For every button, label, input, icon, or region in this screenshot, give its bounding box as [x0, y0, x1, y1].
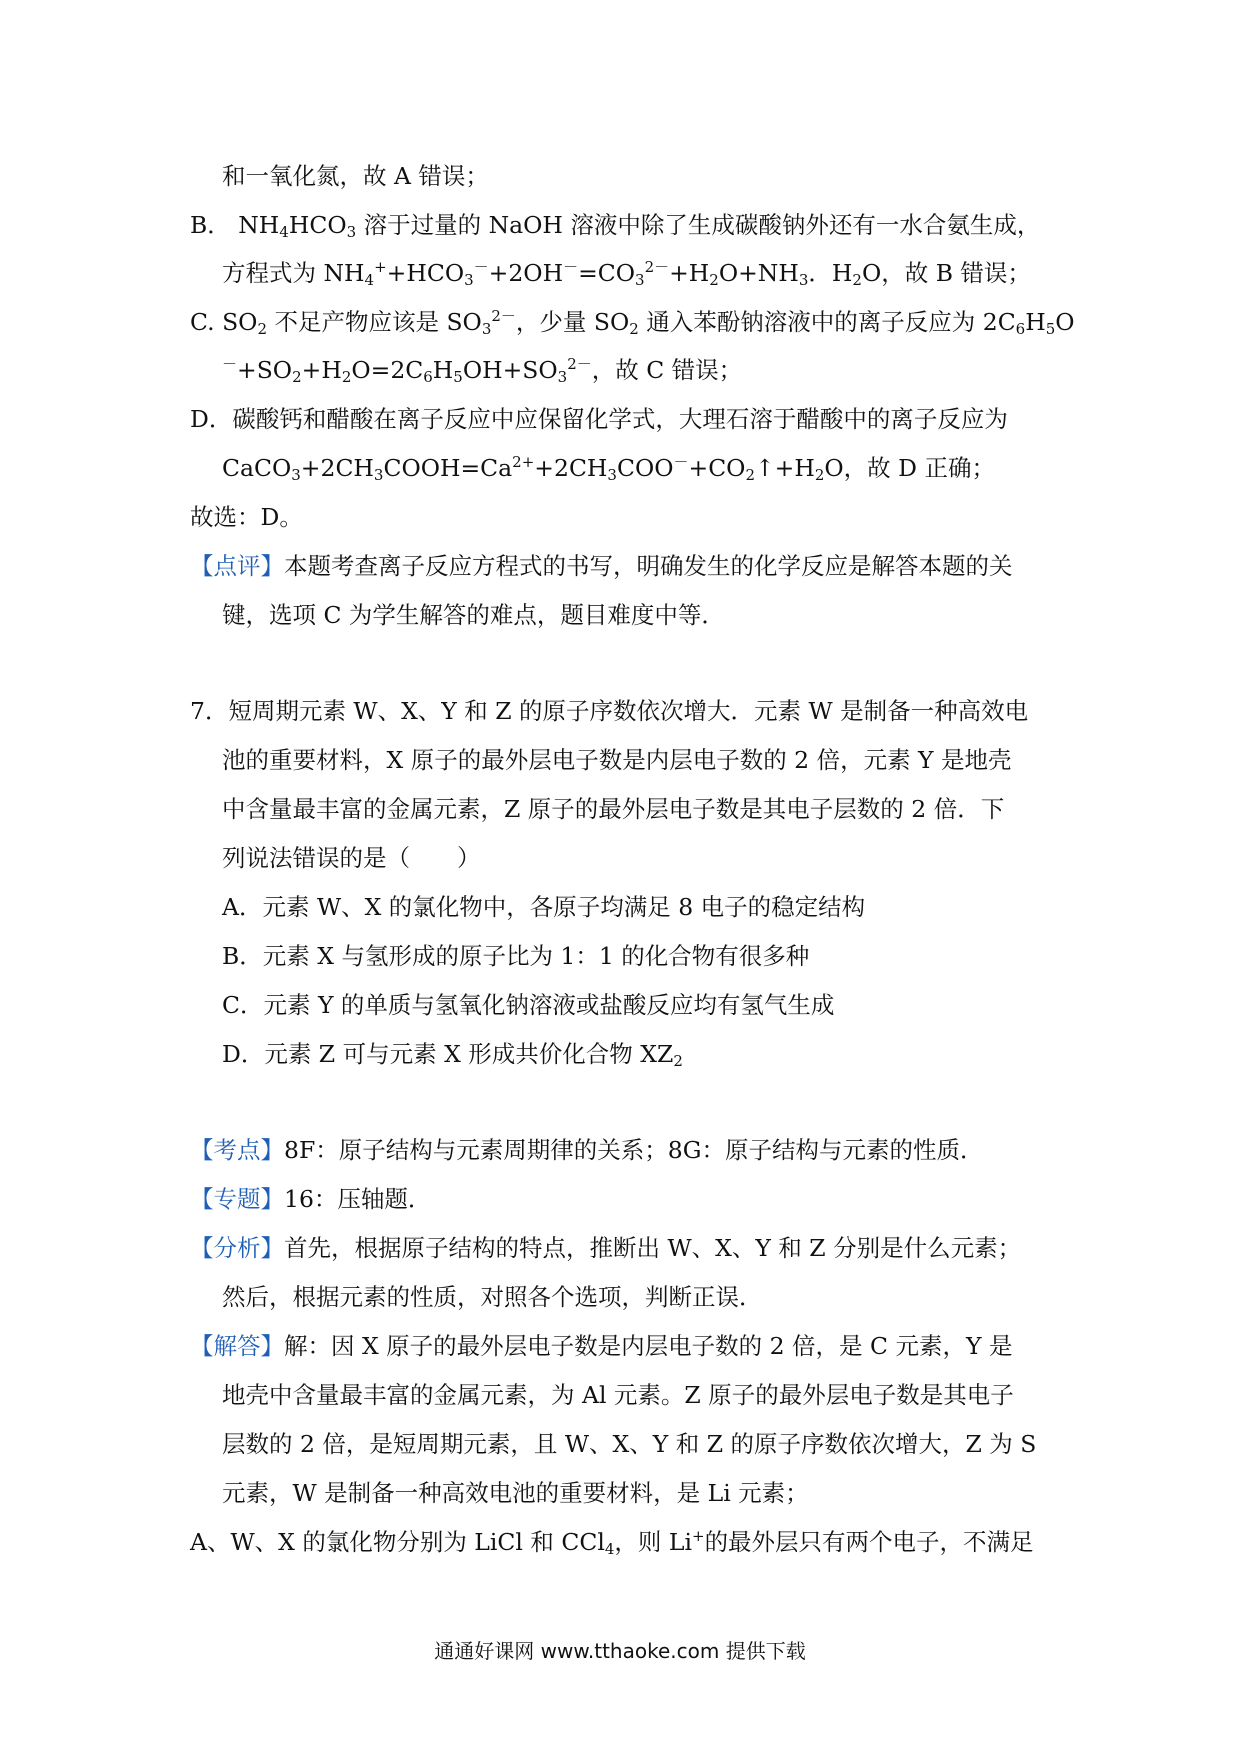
- solution-tag: 【解答】: [190, 1332, 284, 1360]
- question-7-line-2: 池的重要材料，X 原子的最外层电子数是内层电子数的 2 倍，元素 Y 是地壳: [222, 746, 1012, 774]
- comment-tag: 【点评】: [190, 552, 284, 580]
- solution-line-4: 元素，W 是制备一种高效电池的重要材料，是 Li 元素；: [222, 1479, 809, 1507]
- comment-line-2: 键，选项 C 为学生解答的难点，题目难度中等．: [222, 601, 725, 629]
- solution-option-a-line: A、W、X 的氯化物分别为 LiCl 和 CCl$_4$，则 Li+的最外层只有两个电子，不满足: [190, 1527, 1034, 1558]
- solution-line-1: 【解答】解：因 X 原子的最外层电子数是内层电子数的 2 倍，是 C 元素，Y 是: [190, 1332, 1013, 1360]
- analysis-line-1: 【分析】首先，根据原子结构的特点，推断出 W、X、Y 和 Z 分别是什么元素；: [190, 1234, 1022, 1262]
- question-7-line-3: 中含量最丰富的金属元素，Z 原子的最外层电子数是其电子层数的 2 倍．下: [222, 795, 1005, 823]
- key-point-line: 【考点】8F：原子结构与元素周期律的关系；8G：原子结构与元素的性质．: [190, 1136, 984, 1164]
- option-c-explanation-line-1: C. $SO_2$ 不足产物应该是 $SO_3^{2-}$，少量 $SO_2$ 通入苯酚钠溶液中的离子反应为 $2C_6H_5O$: [190, 307, 1075, 338]
- analysis-tag: 【分析】: [190, 1234, 284, 1262]
- option-b-equation: 方程式为 $NH_4^++HCO_3^-+2OH^-=CO_3^{2-}+H_2O+NH_3$．$H_2O$，故 B 错误；: [222, 258, 1031, 289]
- answer-choice: 故选：D。: [190, 503, 303, 531]
- comment-line-1: 【点评】本题考查离子反应方程式的书写，明确发生的化学反应是解答本题的关: [190, 552, 1013, 580]
- option-c: C．元素 Y 的单质与氢氧化钠溶液或盐酸反应均有氢气生成: [222, 991, 835, 1019]
- solution-line-2: 地壳中含量最丰富的金属元素，为 Al 元素。Z 原子的最外层电子数是其电子: [222, 1381, 1014, 1409]
- option-c-explanation-line-2: $^-+SO_2+H_2O=2C_6H_5OH+SO_3^{2-}$，故 C 错误；: [222, 355, 743, 386]
- option-a: A．元素 W、X 的氯化物中，各原子均满足 8 电子的稳定结构: [222, 893, 866, 921]
- option-b-explanation-line-1: B． $NH_4HCO_3$ 溶于过量的 NaOH 溶液中除了生成碳酸钠外还有一水合氨生成，: [190, 211, 1041, 241]
- topic-tag: 【专题】: [190, 1185, 284, 1213]
- page-footer: 通通好课网 www.tthaoke.com 提供下载: [434, 1639, 806, 1663]
- key-point-tag: 【考点】: [190, 1136, 284, 1164]
- option-b: B．元素 X 与氢形成的原子比为 1：1 的化合物有很多种: [222, 942, 810, 970]
- question-7-line-1: 7．短周期元素 W、X、Y 和 Z 的原子序数依次增大．元素 W 是制备一种高效电: [190, 697, 1029, 725]
- option-d-equation: $CaCO_3+2CH_3COOH=Ca^{2+}+2CH_3COO^-+CO_2↑+H_2O$，故 D 正确；: [222, 453, 995, 484]
- topic-line: 【专题】16：压轴题．: [190, 1185, 432, 1213]
- option-d: D．元素 Z 可与元素 X 形成共价化合物 $XZ_2$: [222, 1040, 683, 1070]
- solution-line-3: 层数的 2 倍，是短周期元素，且 W、X、Y 和 Z 的原子序数依次增大，Z 为 S: [222, 1430, 1037, 1458]
- analysis-line-2: 然后，根据元素的性质，对照各个选项，判断正误．: [222, 1283, 763, 1311]
- option-d-explanation-line-1: D．碳酸钙和醋酸在离子反应中应保留化学式，大理石溶于醋酸中的离子反应为: [190, 405, 1008, 433]
- question-7-line-4: 列说法错误的是（ ）: [222, 844, 481, 872]
- option-a-explanation-tail: 和一氧化氮，故 A 错误；: [222, 162, 489, 190]
